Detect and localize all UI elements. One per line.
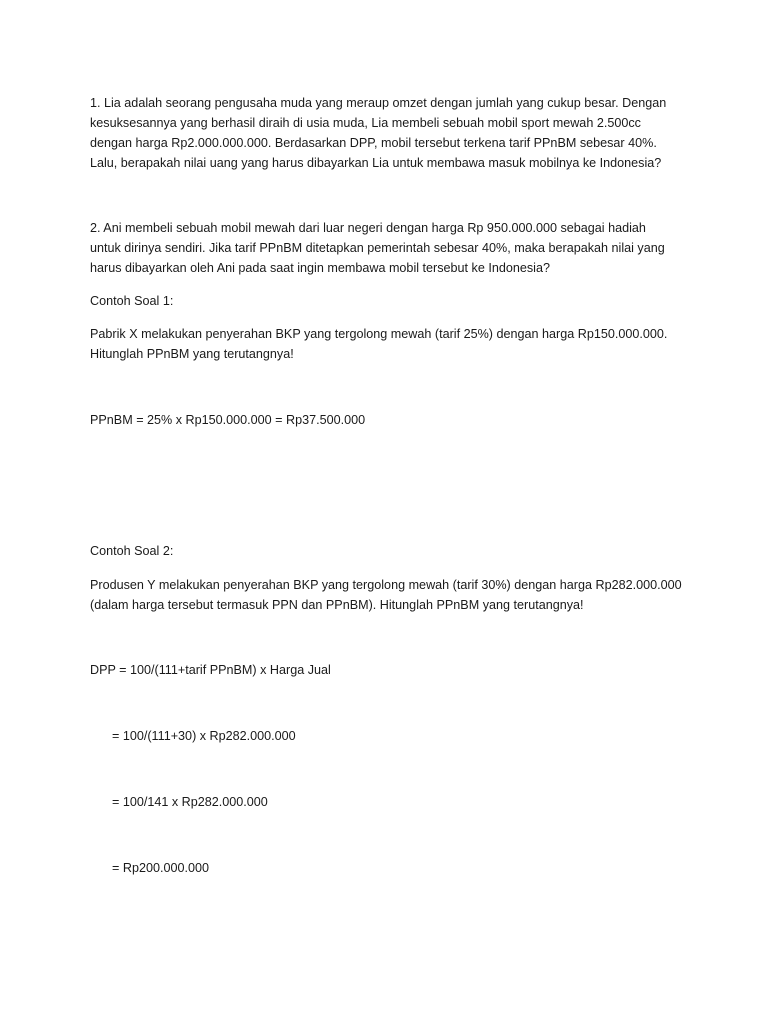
calculation-step-1: = 100/(111+30) x Rp282.000.000	[112, 729, 296, 743]
example-1-line: Hitunglah PPnBM yang terutangnya!	[90, 347, 294, 361]
example-2-paragraph	[90, 575, 690, 615]
example-1-line: Pabrik X melakukan penyerahan BKP yang tergolong mewah (tarif 25%) dengan harga Rp150.000.000.	[90, 327, 668, 341]
question-1-line: dengan harga Rp2.000.000.000. Berdasarkan DPP, mobil tersebut terkena tarif PPnBM sebesar 40%.	[90, 136, 657, 150]
example-2-heading: Contoh Soal 2:	[90, 544, 174, 558]
example-1-paragraph	[90, 324, 690, 364]
question-1-line: Lalu, berapakah nilai uang yang harus dibayarkan Lia untuk membawa masuk mobilnya ke Indonesia?	[90, 156, 662, 170]
question-1-line: 1. Lia adalah seorang pengusaha muda yang meraup omzet dengan jumlah yang cukup besar. Dengan	[90, 96, 667, 110]
example-2-line: (dalam harga tersebut termasuk PPN dan PPnBM). Hitunglah PPnBM yang terutangnya!	[90, 598, 584, 612]
question-2-line: 2. Ani membeli sebuah mobil mewah dari luar negeri dengan harga Rp 950.000.000 sebagai hadiah	[90, 221, 646, 235]
question-2-line: harus dibayarkan oleh Ani pada saat ingin membawa mobil tersebut ke Indonesia?	[90, 261, 550, 275]
example-2-line: Produsen Y melakukan penyerahan BKP yang tergolong mewah (tarif 30%) dengan harga Rp282.000.000	[90, 578, 682, 592]
question-1-paragraph	[90, 93, 690, 173]
example-1-heading: Contoh Soal 1:	[90, 294, 174, 308]
calculation-step-2: = 100/141 x Rp282.000.000	[112, 795, 268, 809]
dpp-formula: DPP = 100/(111+tarif PPnBM) x Harga Jual	[90, 663, 331, 677]
example-1-answer: PPnBM = 25% x Rp150.000.000 = Rp37.500.000	[90, 413, 366, 427]
question-2-paragraph	[90, 218, 690, 278]
calculation-step-3: = Rp200.000.000	[112, 861, 209, 875]
question-2-line: untuk dirinya sendiri. Jika tarif PPnBM ditetapkan pemerintah sebesar 40%, maka berapakah nilai yang	[90, 241, 665, 255]
question-1-line: kesuksesannya yang berhasil diraih di usia muda, Lia membeli sebuah mobil sport mewah 2.500cc	[90, 116, 641, 130]
